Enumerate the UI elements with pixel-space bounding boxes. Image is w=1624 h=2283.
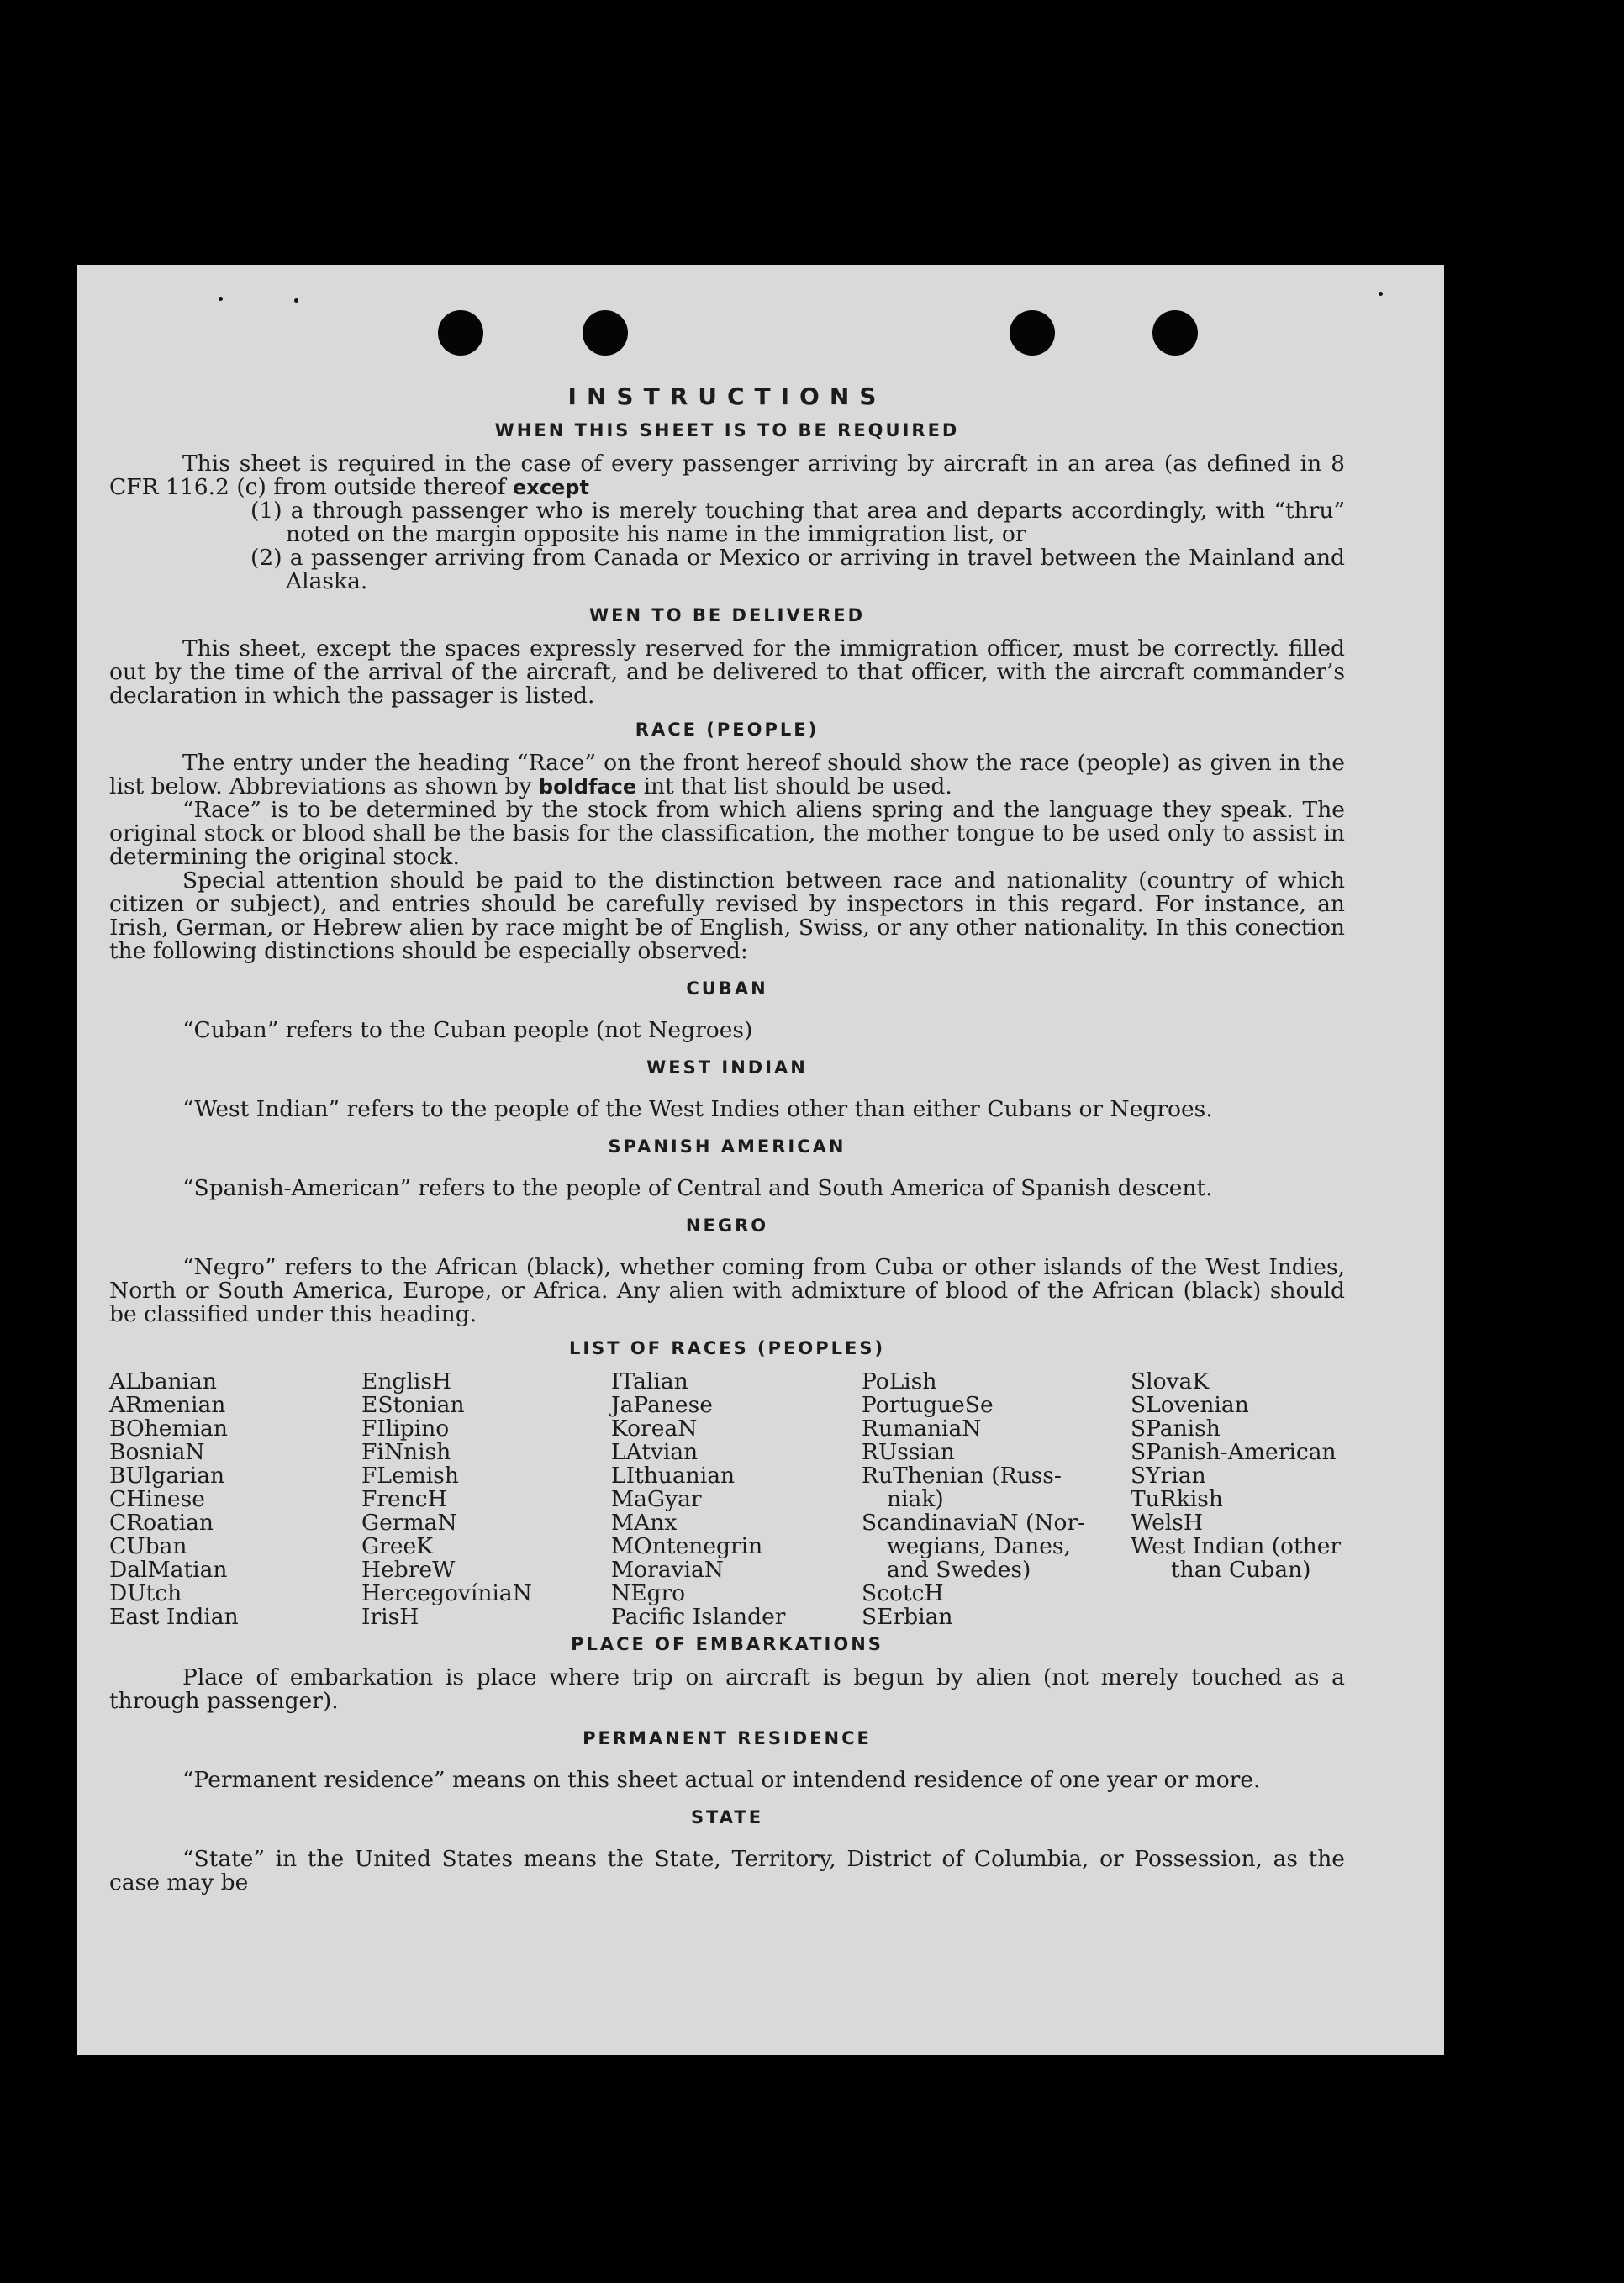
race-item: BUlgarian xyxy=(109,1463,225,1489)
state-text: “State” in the United States means the State, Territory, District of Columbia, or Possession, as the case may be xyxy=(109,1846,1345,1895)
required-intro-bold: except xyxy=(513,476,589,499)
section-heading-spanish-american: SPANISH AMERICAN xyxy=(608,1136,846,1157)
race-item: MAnx xyxy=(611,1510,678,1536)
race-item: SPanish-American xyxy=(1131,1439,1337,1465)
race-item: SYrian xyxy=(1131,1463,1206,1489)
race-item: LAtvian xyxy=(611,1439,699,1465)
residence-text: “Permanent residence” means on this sheet actual or intendend residence of one year or more. xyxy=(182,1767,1261,1793)
punch-hole xyxy=(1152,310,1198,356)
race-item: NEgro xyxy=(611,1580,686,1606)
race-item: MaGyar xyxy=(611,1486,702,1512)
races-column-5 xyxy=(1131,1370,1341,1582)
delivered-text: This sheet, except the spaces expressly reserved for the immigration officer, must be correctly. filled out by the time of the arrival of the aircraft, and be delivered to that officer, with the aircraft commander’s declaration in which the passager is listed. xyxy=(109,635,1345,709)
races-list xyxy=(109,1368,1345,1630)
section-heading-state: STATE xyxy=(690,1807,764,1827)
negro-text: “Negro” refers to the African (black), whether coming from Cuba or other islands of the West Indies, North or South America, Europe, or Africa. Any alien with admixture of blood of the African (black) should be classified under this heading. xyxy=(109,1254,1345,1327)
required-item-1: (1) a through passenger who is merely touching that area and departs accordingly, with “thru” noted on the margin opposite his name in the immigration list, or xyxy=(250,498,1345,547)
race-item: EnglisH xyxy=(361,1368,452,1395)
race-item: and Swedes) xyxy=(887,1557,1031,1583)
race-item: niak) xyxy=(887,1486,944,1512)
embarkation-text: Place of embarkation is place where trip on aircraft is begun by alien (not merely touched as a through passenger). xyxy=(109,1664,1345,1714)
instructions-body xyxy=(109,382,1345,1895)
section-heading-negro: NEGRO xyxy=(685,1215,769,1236)
section-heading-race: RACE (PEOPLE) xyxy=(635,720,820,740)
section-heading-delivered: WEN TO BE DELIVERED xyxy=(588,605,866,625)
race-item: KoreaN xyxy=(611,1416,698,1442)
race-item: Pacific Islander xyxy=(611,1604,786,1630)
race-item: FiNnish xyxy=(361,1439,451,1465)
race-item: MoraviaN xyxy=(611,1557,724,1583)
section-heading-embarkation: PLACE OF EMBARKATIONS xyxy=(571,1634,883,1654)
speck xyxy=(219,297,223,301)
race-item: BOhemian xyxy=(109,1416,228,1442)
section-heading-required: WHEN THIS SHEET IS TO BE REQUIRED xyxy=(494,420,960,440)
race-item: TuRkish xyxy=(1131,1486,1223,1512)
race-item: ScotcH xyxy=(862,1580,944,1606)
race-item: CUban xyxy=(109,1533,187,1559)
race-item: ALbanian xyxy=(109,1368,217,1395)
punch-hole xyxy=(438,310,483,356)
race-item: WelsH xyxy=(1131,1510,1203,1536)
race-item: PortugueSe xyxy=(862,1392,994,1418)
section-heading-residence: PERMANENT RESIDENCE xyxy=(583,1728,872,1748)
race-item: RuThenian (Russ- xyxy=(862,1463,1062,1489)
section-heading-list-of-races: LIST OF RACES (PEOPLES) xyxy=(568,1338,886,1358)
west-indian-text: “West Indian” refers to the people of the West Indies other than either Cubans or Negroes. xyxy=(182,1096,1213,1122)
race-paragraph-1: The entry under the heading “Race” on the front hereof should show the race (people) as given in the list below. Abbreviations as shown by boldface int that list should be used. xyxy=(109,750,1345,799)
race-item: JaPanese xyxy=(611,1392,713,1418)
race-item: DalMatian xyxy=(109,1557,228,1583)
race-item: West Indian (other xyxy=(1131,1533,1342,1559)
race-item: wegians, Danes, xyxy=(887,1533,1071,1559)
race-item: BosniaN xyxy=(109,1439,205,1465)
race-item: ARmenian xyxy=(109,1392,226,1418)
punch-hole xyxy=(1010,310,1055,356)
races-column-4 xyxy=(862,1370,1085,1629)
race-item: FLemish xyxy=(361,1463,459,1489)
document-sheet xyxy=(77,265,1444,2055)
race-item: SErbian xyxy=(862,1604,953,1630)
race-item: East Indian xyxy=(109,1604,239,1630)
race-item: DUtch xyxy=(109,1580,182,1606)
speck xyxy=(1379,292,1383,296)
race-item: ScandinaviaN (Nor- xyxy=(862,1510,1086,1536)
race-item: LIthuanian xyxy=(611,1463,736,1489)
race-item: than Cuban) xyxy=(1171,1557,1311,1583)
race-item: CHinese xyxy=(109,1486,205,1512)
race-item: FrencH xyxy=(361,1486,447,1512)
punch-hole xyxy=(583,310,628,356)
page-title: INSTRUCTIONS xyxy=(567,382,887,410)
section-heading-west-indian: WEST INDIAN xyxy=(646,1057,808,1078)
race-item: RUssian xyxy=(862,1439,955,1465)
required-item-2: (2) a passenger arriving from Canada or Mexico or arriving in travel between the Mainland and Alaska. xyxy=(250,545,1345,594)
race-item: PoLish xyxy=(862,1368,937,1395)
race-item: GreeK xyxy=(361,1533,433,1559)
race-item: SPanish xyxy=(1131,1416,1221,1442)
race-item: RumaniaN xyxy=(862,1416,982,1442)
races-column-3 xyxy=(611,1370,785,1629)
spanish-american-text: “Spanish-American” refers to the people of Central and South America of Spanish descent. xyxy=(182,1175,1213,1201)
race-item: FIlipino xyxy=(361,1416,450,1442)
race-item: MOntenegrin xyxy=(611,1533,763,1559)
race-item: HebreW xyxy=(361,1557,456,1583)
race-item: GermaN xyxy=(361,1510,457,1536)
required-intro: This sheet is required in the case of every passenger arriving by aircraft in an area (as defined in 8 CFR 116.2 (c) from outside thereof except xyxy=(109,451,1345,500)
speck xyxy=(294,298,298,303)
race-item: SlovaK xyxy=(1131,1368,1210,1395)
race-item: HercegovíniaN xyxy=(361,1580,532,1606)
race-paragraph-2: “Race” is to be determined by the stock from which aliens spring and the language they speak. The original stock or blood shall be the basis for the classification, the mother tongue to be used only to assist in determining the original stock. xyxy=(109,797,1345,870)
races-column-1 xyxy=(109,1370,239,1629)
race-item: EStonian xyxy=(361,1392,465,1418)
race-bold-word: boldface xyxy=(538,775,637,799)
race-item: IrisH xyxy=(361,1604,419,1630)
race-paragraph-3: Special attention should be paid to the distinction between race and nationality (country of which citizen or subject), and entries should be carefully revised by inspectors in this regard. For instance, an Irish, German, or Hebrew alien by race might be of English, Swiss, or any other nationality. In this conection the following distinctions should be especially observed: xyxy=(109,867,1345,964)
section-heading-cuban: CUBAN xyxy=(686,978,768,999)
race-item: CRoatian xyxy=(109,1510,214,1536)
race-item: ITalian xyxy=(611,1368,688,1395)
race-item: SLovenian xyxy=(1131,1392,1249,1418)
cuban-text: “Cuban” refers to the Cuban people (not Negroes) xyxy=(182,1017,753,1043)
races-column-2 xyxy=(361,1370,532,1629)
